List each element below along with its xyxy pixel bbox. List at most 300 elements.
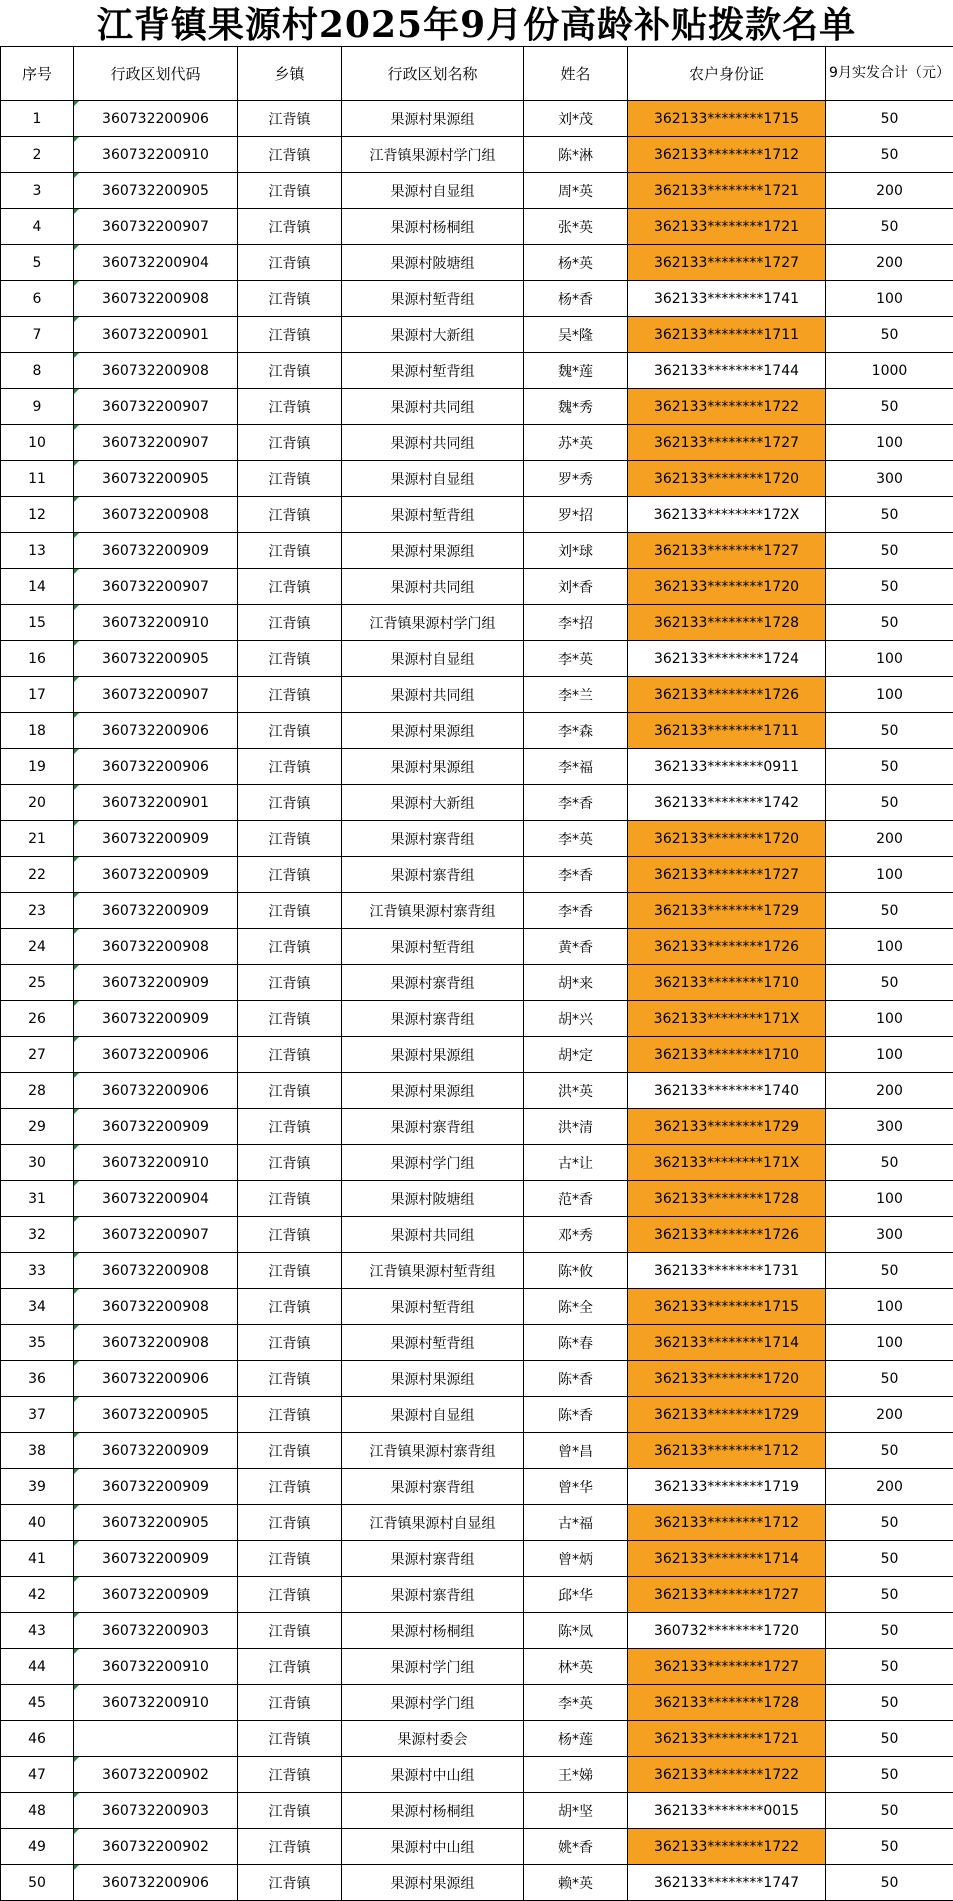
cell-town: 江背镇 (238, 1361, 342, 1397)
cell-town: 江背镇 (238, 1757, 342, 1793)
cell-seq: 9 (1, 389, 74, 425)
cell-town: 江背镇 (238, 533, 342, 569)
cell-town: 江背镇 (238, 821, 342, 857)
cell-seq: 5 (1, 245, 74, 281)
cell-town: 江背镇 (238, 281, 342, 317)
table-row (1, 353, 953, 389)
cell-name: 李*森 (524, 713, 628, 749)
table-row (1, 209, 953, 245)
cell-id-card: 362133********1724 (628, 641, 826, 677)
cell-seq: 21 (1, 821, 74, 857)
cell-name: 陈*淋 (524, 137, 628, 173)
cell-code: 360732200907 (74, 425, 238, 461)
cell-code: 360732200901 (74, 317, 238, 353)
cell-town: 江背镇 (238, 209, 342, 245)
cell-code: 360732200906 (74, 1361, 238, 1397)
cell-area-name: 果源村堑背组 (342, 281, 524, 317)
cell-amount: 50 (826, 1649, 953, 1685)
cell-amount: 50 (826, 893, 953, 929)
cell-code: 360732200909 (74, 1577, 238, 1613)
cell-name: 罗*秀 (524, 461, 628, 497)
table-row (1, 1469, 953, 1505)
cell-area-name: 果源村果源组 (342, 1073, 524, 1109)
cell-name: 周*英 (524, 173, 628, 209)
cell-amount: 100 (826, 641, 953, 677)
cell-amount: 300 (826, 1109, 953, 1145)
cell-town: 江背镇 (238, 1109, 342, 1145)
cell-town: 江背镇 (238, 929, 342, 965)
cell-amount: 50 (826, 1577, 953, 1613)
table-body (1, 101, 953, 1901)
cell-code: 360732200906 (74, 749, 238, 785)
table-row (1, 317, 953, 353)
cell-amount: 200 (826, 1073, 953, 1109)
cell-id-card: 362133********1742 (628, 785, 826, 821)
cell-id-card: 362133********1727 (628, 857, 826, 893)
cell-town: 江背镇 (238, 1613, 342, 1649)
cell-amount: 50 (826, 1505, 953, 1541)
table-row (1, 1289, 953, 1325)
cell-seq: 39 (1, 1469, 74, 1505)
cell-code: 360732200909 (74, 965, 238, 1001)
table-row (1, 1793, 953, 1829)
cell-area-name: 果源村果源组 (342, 533, 524, 569)
table-row (1, 281, 953, 317)
table-row (1, 965, 953, 1001)
table-row (1, 1721, 953, 1757)
cell-name: 李*兰 (524, 677, 628, 713)
cell-id-card: 362133********1727 (628, 533, 826, 569)
cell-amount: 50 (826, 389, 953, 425)
cell-id-card: 360732********1720 (628, 1613, 826, 1649)
cell-name: 杨*莲 (524, 1721, 628, 1757)
cell-amount: 50 (826, 533, 953, 569)
cell-name: 曾*华 (524, 1469, 628, 1505)
cell-amount: 50 (826, 1757, 953, 1793)
cell-code: 360732200906 (74, 1865, 238, 1901)
table-row (1, 1577, 953, 1613)
table-row (1, 1109, 953, 1145)
cell-area-name: 果源村果源组 (342, 1037, 524, 1073)
table-row (1, 641, 953, 677)
cell-code: 360732200910 (74, 1685, 238, 1721)
cell-name: 李*英 (524, 641, 628, 677)
cell-area-name: 果源村自显组 (342, 173, 524, 209)
cell-amount: 50 (826, 965, 953, 1001)
cell-name: 张*英 (524, 209, 628, 245)
cell-area-name: 果源村果源组 (342, 713, 524, 749)
cell-id-card: 362133********172X (628, 497, 826, 533)
cell-area-name: 果源村共同组 (342, 389, 524, 425)
cell-code: 360732200909 (74, 857, 238, 893)
cell-seq: 29 (1, 1109, 74, 1145)
cell-area-name: 果源村堑背组 (342, 1289, 524, 1325)
cell-code: 360732200910 (74, 137, 238, 173)
cell-name: 赖*英 (524, 1865, 628, 1901)
table-row (1, 1181, 953, 1217)
header-seq: 序号 (1, 47, 74, 101)
cell-area-name: 果源村共同组 (342, 677, 524, 713)
cell-name: 邓*秀 (524, 1217, 628, 1253)
table-row (1, 1361, 953, 1397)
cell-seq: 46 (1, 1721, 74, 1757)
cell-name: 曾*炳 (524, 1541, 628, 1577)
table-row (1, 929, 953, 965)
table-row (1, 389, 953, 425)
cell-id-card: 362133********1727 (628, 1649, 826, 1685)
cell-seq: 34 (1, 1289, 74, 1325)
cell-name: 曾*昌 (524, 1433, 628, 1469)
cell-town: 江背镇 (238, 425, 342, 461)
cell-code: 360732200909 (74, 1109, 238, 1145)
cell-id-card: 362133********1721 (628, 173, 826, 209)
cell-town: 江背镇 (238, 1721, 342, 1757)
cell-area-name: 果源村堑背组 (342, 929, 524, 965)
header-row (1, 47, 953, 101)
cell-town: 江背镇 (238, 965, 342, 1001)
cell-area-name: 果源村寨背组 (342, 1541, 524, 1577)
table-row (1, 1073, 953, 1109)
cell-seq: 16 (1, 641, 74, 677)
cell-town: 江背镇 (238, 1145, 342, 1181)
cell-amount: 100 (826, 1037, 953, 1073)
cell-town: 江背镇 (238, 1865, 342, 1901)
cell-amount: 50 (826, 1793, 953, 1829)
cell-id-card: 362133********1726 (628, 677, 826, 713)
cell-seq: 22 (1, 857, 74, 893)
cell-amount: 50 (826, 1433, 953, 1469)
cell-seq: 14 (1, 569, 74, 605)
cell-seq: 19 (1, 749, 74, 785)
cell-seq: 50 (1, 1865, 74, 1901)
table-row (1, 497, 953, 533)
cell-code: 360732200901 (74, 785, 238, 821)
cell-area-name: 江背镇果源村寨背组 (342, 1433, 524, 1469)
cell-code: 360732200908 (74, 929, 238, 965)
cell-code: 360732200905 (74, 641, 238, 677)
cell-id-card: 362133********1740 (628, 1073, 826, 1109)
cell-amount: 50 (826, 569, 953, 605)
cell-town: 江背镇 (238, 1325, 342, 1361)
cell-code: 360732200907 (74, 1217, 238, 1253)
cell-code: 360732200902 (74, 1757, 238, 1793)
table-row (1, 425, 953, 461)
cell-name: 陈*凤 (524, 1613, 628, 1649)
cell-area-name: 果源村寨背组 (342, 857, 524, 893)
cell-id-card: 362133********171X (628, 1145, 826, 1181)
page-title: 江背镇果源村2025年9月份高龄补贴拨款名单 (0, 0, 953, 46)
table-row (1, 569, 953, 605)
cell-amount: 100 (826, 1289, 953, 1325)
cell-id-card: 362133********1726 (628, 1217, 826, 1253)
cell-seq: 10 (1, 425, 74, 461)
cell-seq: 18 (1, 713, 74, 749)
cell-seq: 32 (1, 1217, 74, 1253)
cell-area-name: 果源村寨背组 (342, 1469, 524, 1505)
cell-seq: 43 (1, 1613, 74, 1649)
cell-seq: 41 (1, 1541, 74, 1577)
cell-amount: 50 (826, 785, 953, 821)
cell-name: 陈*全 (524, 1289, 628, 1325)
cell-amount: 300 (826, 461, 953, 497)
cell-town: 江背镇 (238, 641, 342, 677)
cell-name: 陈*香 (524, 1397, 628, 1433)
cell-name: 胡*坚 (524, 1793, 628, 1829)
table-row (1, 1649, 953, 1685)
cell-seq: 28 (1, 1073, 74, 1109)
table-row (1, 137, 953, 173)
cell-name: 李*香 (524, 857, 628, 893)
table-row (1, 1397, 953, 1433)
cell-amount: 300 (826, 1217, 953, 1253)
cell-name: 姚*香 (524, 1829, 628, 1865)
cell-area-name: 果源村堑背组 (342, 1325, 524, 1361)
table-row (1, 245, 953, 281)
cell-amount: 50 (826, 209, 953, 245)
cell-area-name: 果源村堑背组 (342, 353, 524, 389)
cell-code: 360732200905 (74, 1505, 238, 1541)
cell-amount: 100 (826, 677, 953, 713)
cell-code: 360732200905 (74, 1397, 238, 1433)
table-row (1, 1613, 953, 1649)
header-name: 姓名 (524, 47, 628, 101)
cell-seq: 42 (1, 1577, 74, 1613)
cell-seq: 33 (1, 1253, 74, 1289)
cell-amount: 50 (826, 1541, 953, 1577)
cell-seq: 25 (1, 965, 74, 1001)
cell-seq: 31 (1, 1181, 74, 1217)
cell-name: 洪*清 (524, 1109, 628, 1145)
cell-code: 360732200908 (74, 1289, 238, 1325)
cell-amount: 50 (826, 1865, 953, 1901)
cell-amount: 100 (826, 929, 953, 965)
cell-town: 江背镇 (238, 857, 342, 893)
cell-seq: 35 (1, 1325, 74, 1361)
cell-code: 360732200909 (74, 1541, 238, 1577)
cell-id-card: 362133********1728 (628, 605, 826, 641)
cell-amount: 50 (826, 749, 953, 785)
cell-area-name: 果源村杨桐组 (342, 209, 524, 245)
cell-name: 洪*英 (524, 1073, 628, 1109)
cell-name: 陈*春 (524, 1325, 628, 1361)
cell-seq: 7 (1, 317, 74, 353)
cell-code: 360732200907 (74, 389, 238, 425)
header-town: 乡镇 (238, 47, 342, 101)
cell-seq: 48 (1, 1793, 74, 1829)
cell-name: 王*娣 (524, 1757, 628, 1793)
cell-name: 陈*攸 (524, 1253, 628, 1289)
cell-area-name: 果源村共同组 (342, 1217, 524, 1253)
cell-town: 江背镇 (238, 389, 342, 425)
cell-name: 古*让 (524, 1145, 628, 1181)
cell-town: 江背镇 (238, 497, 342, 533)
cell-area-name: 果源村寨背组 (342, 1577, 524, 1613)
cell-id-card: 362133********1711 (628, 317, 826, 353)
cell-area-name: 果源村果源组 (342, 1361, 524, 1397)
cell-amount: 50 (826, 1685, 953, 1721)
cell-amount: 200 (826, 1469, 953, 1505)
cell-area-name: 果源村寨背组 (342, 1109, 524, 1145)
cell-area-name: 果源村陂塘组 (342, 1181, 524, 1217)
cell-id-card: 362133********1710 (628, 965, 826, 1001)
cell-town: 江背镇 (238, 677, 342, 713)
cell-town: 江背镇 (238, 317, 342, 353)
cell-amount: 100 (826, 1325, 953, 1361)
cell-seq: 27 (1, 1037, 74, 1073)
cell-code: 360732200903 (74, 1793, 238, 1829)
cell-id-card: 362133********1712 (628, 1505, 826, 1541)
cell-town: 江背镇 (238, 1505, 342, 1541)
cell-town: 江背镇 (238, 137, 342, 173)
cell-amount: 50 (826, 605, 953, 641)
cell-amount: 1000 (826, 353, 953, 389)
table-row (1, 749, 953, 785)
cell-code: 360732200910 (74, 1649, 238, 1685)
table-row (1, 713, 953, 749)
cell-area-name: 果源村大新组 (342, 317, 524, 353)
cell-area-name: 江背镇果源村学门组 (342, 137, 524, 173)
table-row (1, 605, 953, 641)
cell-name: 杨*香 (524, 281, 628, 317)
cell-seq: 40 (1, 1505, 74, 1541)
cell-code: 360732200909 (74, 1469, 238, 1505)
cell-seq: 37 (1, 1397, 74, 1433)
cell-amount: 100 (826, 857, 953, 893)
cell-area-name: 江背镇果源村堑背组 (342, 1253, 524, 1289)
cell-id-card: 362133********1720 (628, 1361, 826, 1397)
cell-seq: 38 (1, 1433, 74, 1469)
cell-code: 360732200910 (74, 605, 238, 641)
cell-code: 360732200902 (74, 1829, 238, 1865)
cell-town: 江背镇 (238, 1577, 342, 1613)
cell-code: 360732200909 (74, 1001, 238, 1037)
cell-code: 360732200908 (74, 1253, 238, 1289)
cell-amount: 200 (826, 821, 953, 857)
table-row (1, 1865, 953, 1901)
cell-amount: 50 (826, 101, 953, 137)
table-row (1, 1001, 953, 1037)
cell-name: 苏*英 (524, 425, 628, 461)
cell-amount: 200 (826, 245, 953, 281)
cell-town: 江背镇 (238, 749, 342, 785)
cell-seq: 6 (1, 281, 74, 317)
cell-amount: 100 (826, 1001, 953, 1037)
cell-id-card: 362133********1731 (628, 1253, 826, 1289)
cell-area-name: 果源村学门组 (342, 1685, 524, 1721)
cell-amount: 50 (826, 1613, 953, 1649)
cell-id-card: 362133********1722 (628, 389, 826, 425)
cell-code: 360732200907 (74, 677, 238, 713)
cell-name: 刘*球 (524, 533, 628, 569)
cell-id-card: 362133********1727 (628, 245, 826, 281)
cell-area-name: 果源村学门组 (342, 1649, 524, 1685)
cell-amount: 200 (826, 173, 953, 209)
cell-seq: 3 (1, 173, 74, 209)
subsidy-table (0, 46, 953, 1901)
cell-amount: 50 (826, 137, 953, 173)
cell-town: 江背镇 (238, 785, 342, 821)
cell-code: 360732200908 (74, 353, 238, 389)
cell-id-card: 362133********1710 (628, 1037, 826, 1073)
cell-id-card: 362133********1727 (628, 425, 826, 461)
cell-code: 360732200907 (74, 209, 238, 245)
cell-amount: 50 (826, 1829, 953, 1865)
cell-seq: 45 (1, 1685, 74, 1721)
cell-town: 江背镇 (238, 1649, 342, 1685)
cell-seq: 4 (1, 209, 74, 245)
cell-town: 江背镇 (238, 1253, 342, 1289)
table-row (1, 1145, 953, 1181)
cell-code: 360732200906 (74, 713, 238, 749)
cell-name: 李*英 (524, 821, 628, 857)
cell-amount: 50 (826, 1253, 953, 1289)
cell-id-card: 362133********1712 (628, 137, 826, 173)
cell-town: 江背镇 (238, 1397, 342, 1433)
cell-name: 李*香 (524, 785, 628, 821)
cell-name: 古*福 (524, 1505, 628, 1541)
header-amount: 9月实发合计（元） (826, 47, 953, 101)
table-row (1, 1829, 953, 1865)
cell-area-name: 江背镇果源村学门组 (342, 605, 524, 641)
cell-seq: 11 (1, 461, 74, 497)
cell-id-card: 362133********1727 (628, 1577, 826, 1613)
cell-town: 江背镇 (238, 893, 342, 929)
cell-town: 江背镇 (238, 245, 342, 281)
cell-id-card: 362133********1720 (628, 461, 826, 497)
cell-name: 李*英 (524, 1685, 628, 1721)
cell-area-name: 果源村大新组 (342, 785, 524, 821)
table-row (1, 1217, 953, 1253)
cell-name: 李*香 (524, 893, 628, 929)
cell-id-card: 362133********1715 (628, 101, 826, 137)
cell-town: 江背镇 (238, 1685, 342, 1721)
cell-name: 黄*香 (524, 929, 628, 965)
cell-name: 胡*定 (524, 1037, 628, 1073)
cell-area-name: 果源村堑背组 (342, 497, 524, 533)
cell-seq: 49 (1, 1829, 74, 1865)
cell-name: 李*福 (524, 749, 628, 785)
cell-town: 江背镇 (238, 173, 342, 209)
cell-town: 江背镇 (238, 1829, 342, 1865)
cell-id-card: 362133********1722 (628, 1757, 826, 1793)
table-row (1, 821, 953, 857)
cell-name: 魏*莲 (524, 353, 628, 389)
cell-town: 江背镇 (238, 101, 342, 137)
table-row (1, 1325, 953, 1361)
cell-area-name: 果源村自显组 (342, 1397, 524, 1433)
cell-seq: 44 (1, 1649, 74, 1685)
cell-code: 360732200908 (74, 1325, 238, 1361)
cell-town: 江背镇 (238, 353, 342, 389)
cell-area-name: 果源村陂塘组 (342, 245, 524, 281)
cell-id-card: 362133********1744 (628, 353, 826, 389)
cell-seq: 1 (1, 101, 74, 137)
table-row (1, 893, 953, 929)
table-row (1, 677, 953, 713)
cell-town: 江背镇 (238, 1433, 342, 1469)
cell-id-card: 362133********1715 (628, 1289, 826, 1325)
cell-id-card: 362133********1728 (628, 1181, 826, 1217)
cell-area-name: 果源村共同组 (342, 425, 524, 461)
cell-amount: 50 (826, 317, 953, 353)
cell-area-name: 果源村杨桐组 (342, 1613, 524, 1649)
cell-amount: 50 (826, 1361, 953, 1397)
cell-id-card: 362133********1729 (628, 1397, 826, 1433)
table-row (1, 785, 953, 821)
cell-name: 李*招 (524, 605, 628, 641)
table-row (1, 1433, 953, 1469)
cell-area-name: 果源村寨背组 (342, 821, 524, 857)
